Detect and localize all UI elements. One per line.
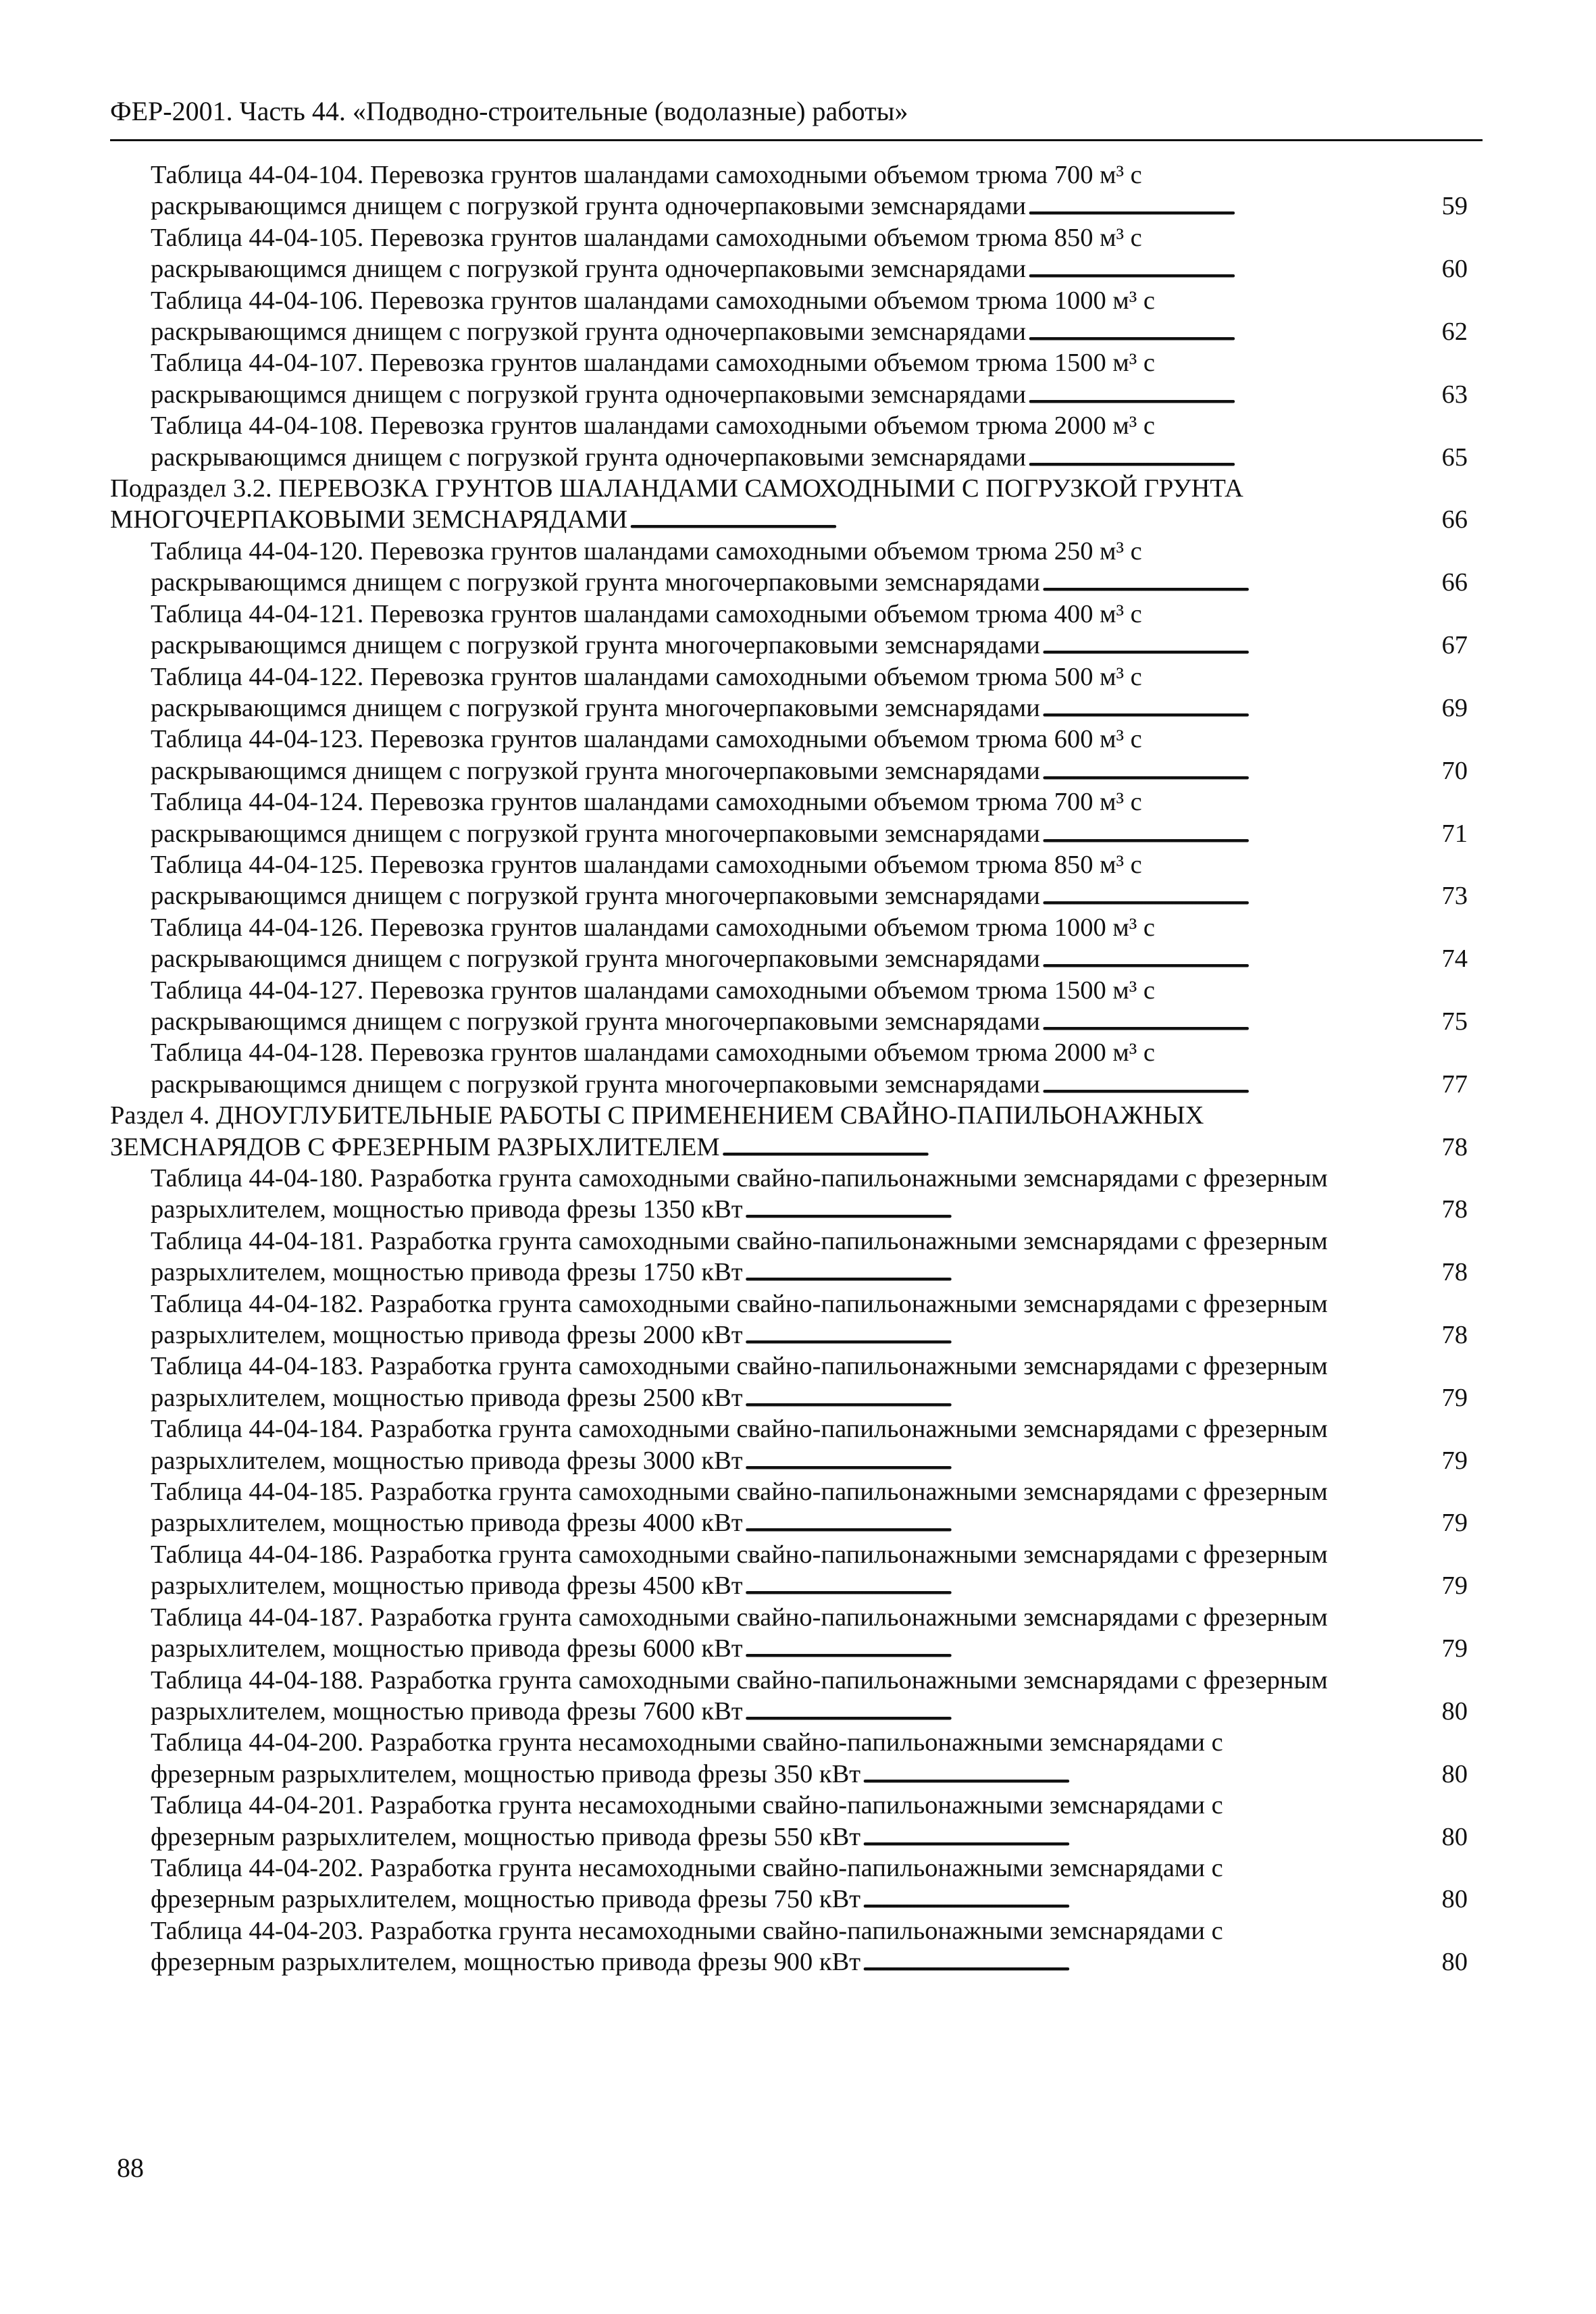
toc-page-number: 73 xyxy=(1441,882,1468,911)
toc-entry-title: Таблица 44-04-184. Разработка грунта самоходными свайно-папильонажными земснарядами с фрезерным xyxy=(151,1415,1328,1444)
toc-entry-title: Таблица 44-04-122. Перевозка грунтов шаландами самоходными объемом трюма 500 м³ с xyxy=(151,662,1142,691)
toc-entry-title: Таблица 44-04-187. Разработка грунта самоходными свайно-папильонажными земснарядами с фрезерным xyxy=(151,1603,1328,1632)
dot-leader xyxy=(862,1759,1440,1790)
toc-entry-title-continuation: раскрывающимся днищем с погрузкой грунта одночерпаковыми земснарядами xyxy=(151,443,1027,472)
dot-leader xyxy=(744,1445,1441,1476)
toc-table-entry[interactable] xyxy=(110,849,1468,912)
toc-table-entry[interactable] xyxy=(110,1915,1468,1978)
toc-entry-continuation xyxy=(110,504,1468,535)
toc-entry-title-continuation: разрыхлителем, мощностью привода фрезы 1750 кВт xyxy=(151,1258,743,1287)
toc-table-entry[interactable] xyxy=(110,222,1468,285)
toc-table-entry[interactable] xyxy=(110,347,1468,410)
toc-entry-continuation xyxy=(151,1884,1468,1915)
toc-entry-continuation xyxy=(151,1194,1468,1225)
toc-entry-title-continuation: раскрывающимся днищем с погрузкой грунта многочерпаковыми земснарядами xyxy=(151,756,1040,785)
toc-entry-title-continuation: МНОГОЧЕРПАКОВЫМИ ЗЕМСНАРЯДАМИ xyxy=(110,505,628,534)
toc-entry-title-continuation: разрыхлителем, мощностью привода фрезы 1350 кВт xyxy=(151,1195,743,1224)
toc-entry-title: Таблица 44-04-120. Перевозка грунтов шаландами самоходными объемом трюма 250 м³ с xyxy=(151,536,1142,565)
toc-page-number: 80 xyxy=(1441,1759,1468,1788)
dot-leader xyxy=(1027,316,1440,347)
dot-leader xyxy=(1041,818,1441,849)
dot-leader xyxy=(1041,1069,1441,1100)
dot-leader xyxy=(1041,567,1441,598)
toc-page-number: 75 xyxy=(1441,1007,1468,1036)
toc-entry-title-continuation: фрезерным разрыхлителем, мощностью привода фрезы 900 кВт xyxy=(151,1948,861,1977)
toc-entry-title-continuation: разрыхлителем, мощностью привода фрезы 7600 кВт xyxy=(151,1696,743,1726)
toc-entry-continuation xyxy=(151,1946,1468,1978)
toc-entry-title: Таблица 44-04-182. Разработка грунта самоходными свайно-папильонажными земснарядами с фрезерным xyxy=(151,1289,1328,1318)
toc-entry-continuation xyxy=(151,253,1468,284)
dot-leader xyxy=(1027,253,1440,284)
toc-page-number: 78 xyxy=(1441,1321,1468,1350)
toc-table-entry[interactable] xyxy=(110,599,1468,661)
toc-entry-title-continuation: раскрывающимся днищем с погрузкой грунта одночерпаковыми земснарядами xyxy=(151,318,1027,347)
toc-entry-continuation xyxy=(151,191,1468,222)
toc-table-entry[interactable] xyxy=(110,1037,1468,1100)
toc-section-entry[interactable] xyxy=(110,1100,1468,1163)
toc-entry-title-continuation: фрезерным разрыхлителем, мощностью привода фрезы 550 кВт xyxy=(151,1822,861,1851)
toc-entry-title: Таблица 44-04-127. Перевозка грунтов шаландами самоходными объемом трюма 1500 м³ с xyxy=(151,976,1155,1005)
toc-table-entry[interactable] xyxy=(110,1665,1468,1728)
toc-entry-continuation xyxy=(151,818,1468,849)
toc-entry-title: Таблица 44-04-105. Перевозка грунтов шаландами самоходными объемом трюма 850 м³ с xyxy=(151,223,1142,252)
toc-page-number: 79 xyxy=(1441,1509,1468,1538)
toc-entry-continuation xyxy=(151,1570,1468,1601)
toc-entry-title: Подраздел 3.2. ПЕРЕВОЗКА ГРУНТОВ ШАЛАНДАМИ САМОХОДНЫМИ С ПОГРУЗКОЙ ГРУНТА xyxy=(110,474,1243,503)
toc-page-number: 79 xyxy=(1441,1383,1468,1412)
toc-table-entry[interactable] xyxy=(110,159,1468,222)
dot-leader xyxy=(1041,943,1441,974)
toc-entry-title-continuation: разрыхлителем, мощностью привода фрезы 4500 кВт xyxy=(151,1571,743,1601)
toc-page-number: 70 xyxy=(1441,756,1468,785)
toc-table-entry[interactable] xyxy=(110,912,1468,975)
dot-leader xyxy=(744,1633,1441,1664)
toc-entry-continuation xyxy=(151,1696,1468,1727)
toc-entry-continuation xyxy=(151,755,1468,786)
toc-entry-continuation xyxy=(151,379,1468,410)
toc-entry-title: Таблица 44-04-123. Перевозка грунтов шаландами самоходными объемом трюма 600 м³ с xyxy=(151,725,1142,754)
dot-leader xyxy=(744,1194,1441,1225)
dot-leader xyxy=(862,1946,1440,1978)
toc-entry-title-continuation: раскрывающимся днищем с погрузкой грунта многочерпаковыми земснарядами xyxy=(151,631,1040,660)
toc-entry-title: Таблица 44-04-183. Разработка грунта самоходными свайно-папильонажными земснарядами с фрезерным xyxy=(151,1352,1328,1381)
toc-table-entry[interactable] xyxy=(110,1476,1468,1539)
toc-entry-title: Таблица 44-04-126. Перевозка грунтов шаландами самоходными объемом трюма 1000 м³ с xyxy=(151,913,1155,942)
toc-entry-continuation xyxy=(151,567,1468,598)
toc-entry-continuation xyxy=(151,1507,1468,1538)
toc-entry-continuation xyxy=(151,630,1468,661)
toc-entry-continuation xyxy=(151,1257,1468,1288)
dot-leader xyxy=(1041,880,1441,911)
toc-entry-title: Раздел 4. ДНОУГЛУБИТЕЛЬНЫЕ РАБОТЫ С ПРИМЕНЕНИЕМ СВАЙНО-ПАПИЛЬОНАЖНЫХ xyxy=(110,1101,1204,1130)
toc-entry-title-continuation: раскрывающимся днищем с погрузкой грунта многочерпаковыми земснарядами xyxy=(151,1070,1040,1099)
toc-entry-title: Таблица 44-04-104. Перевозка грунтов шаландами самоходными объемом трюма 700 м³ с xyxy=(151,161,1142,189)
toc-page-number: 78 xyxy=(1441,1195,1468,1224)
toc-entry-title: Таблица 44-04-188. Разработка грунта самоходными свайно-папильонажными земснарядами с фрезерным xyxy=(151,1665,1328,1694)
dot-leader xyxy=(862,1821,1440,1853)
toc-table-entry[interactable] xyxy=(110,1790,1468,1853)
dot-leader xyxy=(744,1696,1441,1727)
toc-page-number: 67 xyxy=(1441,631,1468,660)
toc-entry-title-continuation: раскрывающимся днищем с погрузкой грунта многочерпаковыми земснарядами xyxy=(151,693,1040,722)
dot-leader xyxy=(744,1257,1441,1288)
toc-page-number: 69 xyxy=(1441,693,1468,722)
dot-leader xyxy=(1027,379,1440,410)
toc-page-number: 79 xyxy=(1441,1634,1468,1663)
toc-table-entry[interactable] xyxy=(110,410,1468,473)
toc-page-number: 79 xyxy=(1441,1446,1468,1475)
toc-entry-title-continuation: раскрывающимся днищем с погрузкой грунта многочерпаковыми земснарядами xyxy=(151,1007,1040,1036)
toc-table-entry[interactable] xyxy=(110,1727,1468,1790)
dot-leader xyxy=(744,1507,1441,1538)
toc-entry-title: Таблица 44-04-202. Разработка грунта несамоходными свайно-папильонажными земснарядами с xyxy=(151,1853,1223,1882)
toc-entry-title-continuation: раскрывающимся днищем с погрузкой грунта многочерпаковыми земснарядами xyxy=(151,819,1040,848)
toc-page-number: 78 xyxy=(1441,1132,1468,1161)
toc-entry-title: Таблица 44-04-200. Разработка грунта несамоходными свайно-папильонажными земснарядами с xyxy=(151,1728,1223,1757)
toc-page-number: 74 xyxy=(1441,945,1468,974)
toc-entry-continuation xyxy=(151,693,1468,724)
toc-table-entry[interactable] xyxy=(110,1288,1468,1351)
toc-entry-title: Таблица 44-04-125. Перевозка грунтов шаландами самоходными объемом трюма 850 м³ с xyxy=(151,850,1142,879)
dot-leader xyxy=(721,1132,1441,1163)
toc-entry-title: Таблица 44-04-185. Разработка грунта самоходными свайно-папильонажными земснарядами с фрезерным xyxy=(151,1478,1328,1507)
dot-leader xyxy=(1041,693,1441,724)
toc-page-number: 77 xyxy=(1441,1070,1468,1099)
toc-entry-title-continuation: ЗЕМСНАРЯДОВ С ФРЕЗЕРНЫМ РАЗРЫХЛИТЕЛЕМ xyxy=(110,1132,720,1161)
dot-leader xyxy=(629,504,1440,535)
toc-entry-title: Таблица 44-04-108. Перевозка грунтов шаландами самоходными объемом трюма 2000 м³ с xyxy=(151,411,1155,441)
toc-table-entry[interactable] xyxy=(110,1163,1468,1226)
toc-entry-continuation xyxy=(151,1069,1468,1100)
dot-leader xyxy=(1041,1006,1441,1037)
toc-page-number: 66 xyxy=(1441,568,1468,597)
toc-entry-title: Таблица 44-04-128. Перевозка грунтов шаландами самоходными объемом трюма 2000 м³ с xyxy=(151,1038,1155,1067)
toc-table-entry[interactable] xyxy=(110,285,1468,348)
toc-table-entry[interactable] xyxy=(110,1413,1468,1476)
toc-section-entry[interactable] xyxy=(110,473,1468,536)
toc-entry-title-continuation: разрыхлителем, мощностью привода фрезы 6000 кВт xyxy=(151,1634,743,1663)
toc-entry-continuation xyxy=(151,1319,1468,1351)
toc-entry-title-continuation: разрыхлителем, мощностью привода фрезы 2500 кВт xyxy=(151,1383,743,1412)
toc-entry-continuation xyxy=(151,880,1468,911)
toc-table-entry[interactable] xyxy=(110,1539,1468,1602)
toc-table-entry[interactable] xyxy=(110,661,1468,724)
toc-entry-title: Таблица 44-04-107. Перевозка грунтов шаландами самоходными объемом трюма 1500 м³ с xyxy=(151,349,1155,378)
toc-table-entry[interactable] xyxy=(110,724,1468,786)
toc-entry-continuation xyxy=(151,1382,1468,1413)
toc-entry-title: Таблица 44-04-121. Перевозка грунтов шаландами самоходными объемом трюма 400 м³ с xyxy=(151,599,1142,628)
toc-entry-title-continuation: разрыхлителем, мощностью привода фрезы 3000 кВт xyxy=(151,1446,743,1475)
header-divider xyxy=(110,139,1483,141)
toc-entry-continuation xyxy=(151,943,1468,974)
toc-table-entry[interactable] xyxy=(110,786,1468,849)
dot-leader xyxy=(1027,191,1440,222)
toc-table-entry[interactable] xyxy=(110,1226,1468,1288)
toc-entry-title: Таблица 44-04-106. Перевозка грунтов шаландами самоходными объемом трюма 1000 м³ с xyxy=(151,286,1155,315)
toc-entry-title-continuation: раскрывающимся днищем с погрузкой грунта одночерпаковыми земснарядами xyxy=(151,192,1027,221)
toc-entry-title: Таблица 44-04-201. Разработка грунта несамоходными свайно-папильонажными земснарядами с xyxy=(151,1791,1223,1820)
toc-entry-continuation xyxy=(151,1821,1468,1853)
toc-table-entry[interactable] xyxy=(110,536,1468,599)
toc-page-number: 78 xyxy=(1441,1258,1468,1287)
dot-leader xyxy=(1027,442,1440,473)
toc-entry-continuation xyxy=(151,316,1468,347)
toc-page-number: 80 xyxy=(1441,1885,1468,1914)
toc-entry-continuation xyxy=(151,1633,1468,1664)
toc-page-number: 62 xyxy=(1441,318,1468,347)
toc-entry-title: Таблица 44-04-186. Разработка грунта самоходными свайно-папильонажными земснарядами с фрезерным xyxy=(151,1540,1328,1569)
toc-page-number: 79 xyxy=(1441,1571,1468,1601)
toc-entry-title-continuation: раскрывающимся днищем с погрузкой грунта многочерпаковыми земснарядами xyxy=(151,568,1040,597)
toc-entry-title-continuation: фрезерным разрыхлителем, мощностью привода фрезы 750 кВт xyxy=(151,1885,861,1914)
toc-page-number: 80 xyxy=(1441,1822,1468,1851)
dot-leader xyxy=(744,1570,1441,1601)
toc-page-number: 60 xyxy=(1441,255,1468,284)
toc-entry-title-continuation: разрыхлителем, мощностью привода фрезы 4000 кВт xyxy=(151,1509,743,1538)
page-number: 88 xyxy=(117,2153,144,2183)
toc-table-entry[interactable] xyxy=(110,1351,1468,1413)
toc-entry-title: Таблица 44-04-181. Разработка грунта самоходными свайно-папильонажными земснарядами с фрезерным xyxy=(151,1226,1328,1255)
toc-entry-continuation xyxy=(110,1132,1468,1163)
toc-table-entry[interactable] xyxy=(110,975,1468,1038)
toc-entry-title-continuation: раскрывающимся днищем с погрузкой грунта одночерпаковыми земснарядами xyxy=(151,380,1027,409)
table-of-contents xyxy=(110,159,1468,1978)
toc-page-number: 80 xyxy=(1441,1948,1468,1977)
running-header: ФЕР-2001. Часть 44. «Подводно-строительные (водолазные) работы» xyxy=(110,96,908,126)
toc-entry-title-continuation: раскрывающимся днищем с погрузкой грунта одночерпаковыми земснарядами xyxy=(151,255,1027,284)
toc-table-entry[interactable] xyxy=(110,1853,1468,1915)
toc-page-number: 80 xyxy=(1441,1696,1468,1726)
dot-leader xyxy=(862,1884,1440,1915)
toc-entry-continuation xyxy=(151,1759,1468,1790)
toc-entry-continuation xyxy=(151,442,1468,473)
toc-entry-title-continuation: разрыхлителем, мощностью привода фрезы 2000 кВт xyxy=(151,1321,743,1350)
dot-leader xyxy=(1041,630,1441,661)
dot-leader xyxy=(1041,755,1441,786)
toc-entry-continuation xyxy=(151,1445,1468,1476)
dot-leader xyxy=(744,1319,1441,1351)
toc-page-number: 71 xyxy=(1441,819,1468,848)
toc-entry-title-continuation: раскрывающимся днищем с погрузкой грунта многочерпаковыми земснарядами xyxy=(151,945,1040,974)
dot-leader xyxy=(744,1382,1441,1413)
toc-page-number: 59 xyxy=(1441,192,1468,221)
toc-page-number: 66 xyxy=(1441,505,1468,534)
toc-page-number: 65 xyxy=(1441,443,1468,472)
toc-page-number: 63 xyxy=(1441,380,1468,409)
toc-entry-title: Таблица 44-04-203. Разработка грунта несамоходными свайно-папильонажными земснарядами с xyxy=(151,1916,1223,1945)
toc-entry-title: Таблица 44-04-124. Перевозка грунтов шаландами самоходными объемом трюма 700 м³ с xyxy=(151,788,1142,817)
toc-entry-continuation xyxy=(151,1006,1468,1037)
toc-entry-title-continuation: раскрывающимся днищем с погрузкой грунта многочерпаковыми земснарядами xyxy=(151,882,1040,911)
toc-table-entry[interactable] xyxy=(110,1602,1468,1665)
toc-entry-title: Таблица 44-04-180. Разработка грунта самоходными свайно-папильонажными земснарядами с фрезерным xyxy=(151,1164,1328,1192)
toc-entry-title-continuation: фрезерным разрыхлителем, мощностью привода фрезы 350 кВт xyxy=(151,1759,861,1788)
